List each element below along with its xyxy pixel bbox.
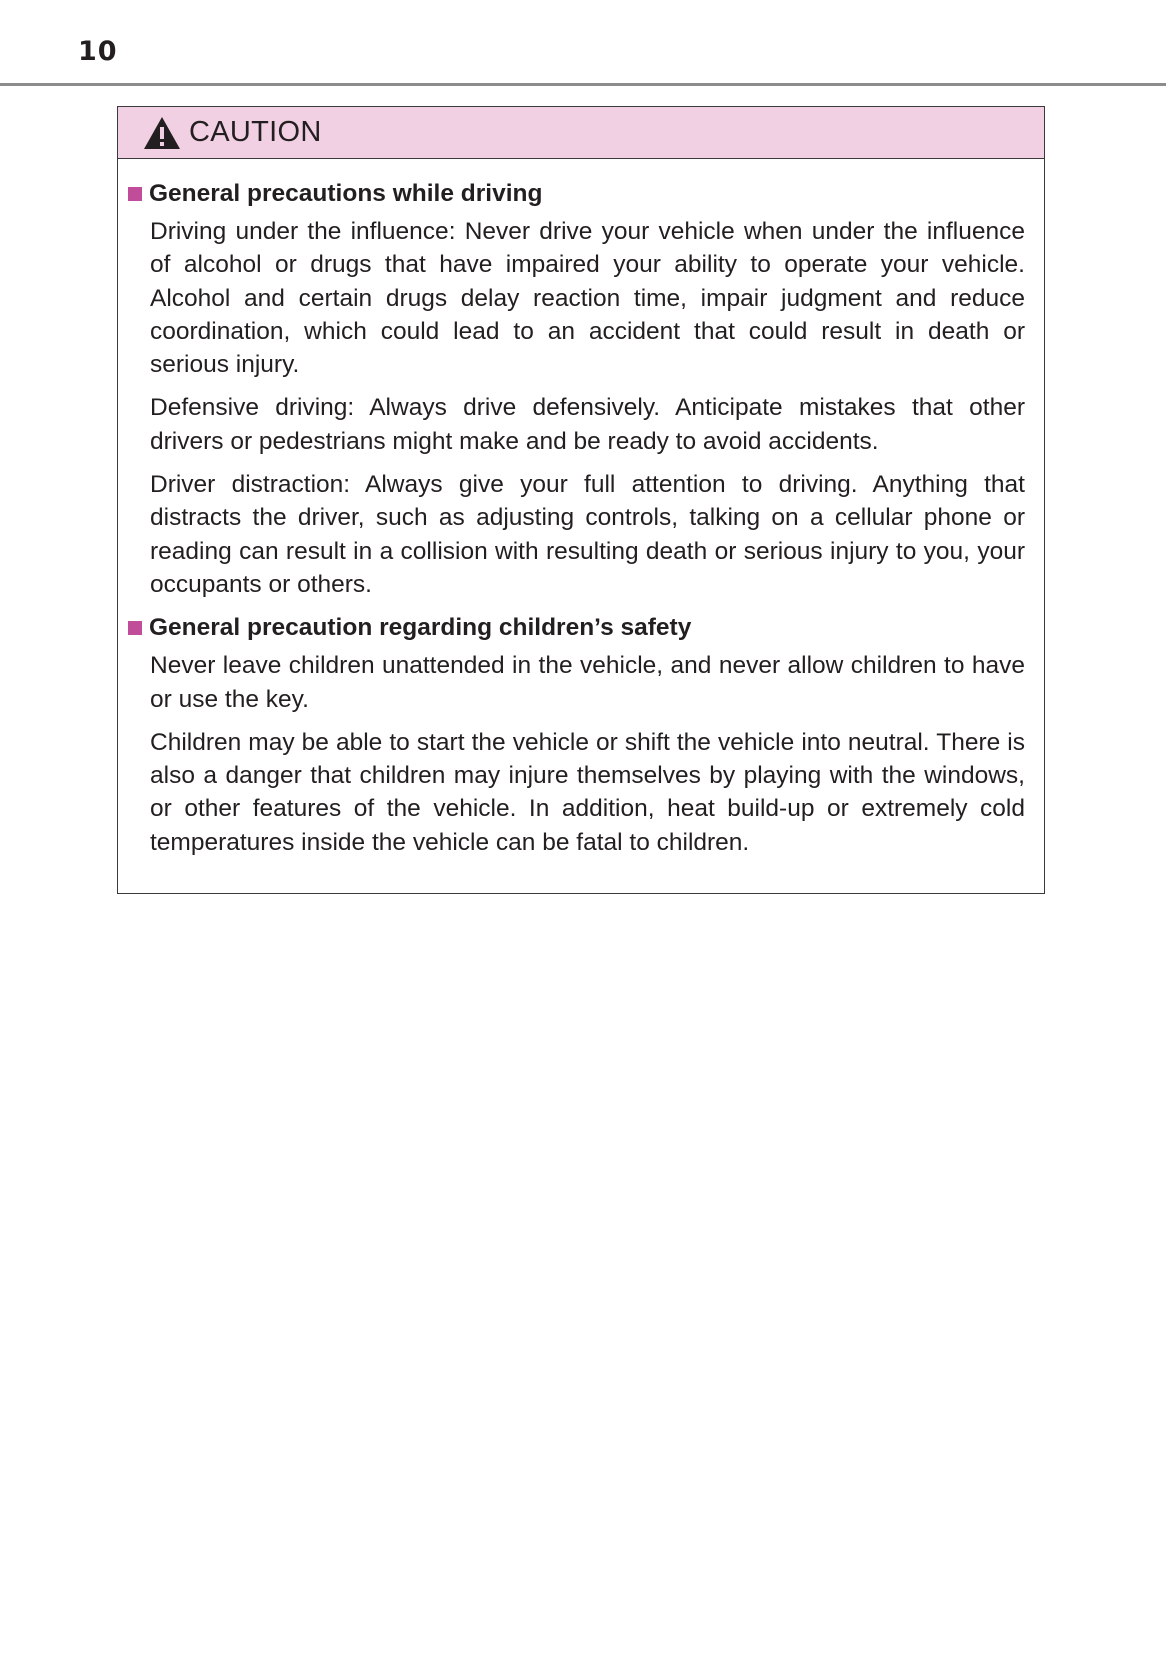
caution-box — [117, 106, 1045, 894]
caution-title: CAUTION — [189, 116, 322, 148]
section-heading-text: General precaution regarding children’s safety — [149, 614, 692, 642]
square-bullet-icon — [128, 621, 142, 635]
paragraph-never-leave-children: Never leave children unattended in the vehicle, and never allow children to have or use the key. — [150, 652, 1025, 713]
paragraph-children-dangers: Children may be able to start the vehicle or shift the vehicle into neutral. There is also a danger that children may injure themselves by playing with the windows, or other features of the vehicle. In addition, heat build-up or extremely cold temperatures inside the vehicle can be fatal to children. — [150, 728, 1025, 856]
caution-body — [118, 159, 1044, 859]
page-number: 10 — [78, 36, 118, 67]
paragraph-driving-under-influence: Driving under the influence: Never drive your vehicle when under the influence of alcohol or drugs that have impaired your ability to operate your vehicle. Alcohol and certain drugs delay reaction time, impair judgment and reduce coordination, which could lead to an accident that could result in death or serious injury. — [150, 218, 1025, 379]
header-rule — [0, 83, 1166, 86]
paragraph-driver-distraction: Driver distraction: Always give your full attention to driving. Anything that distracts the driver, such as adjusting controls, talking on a cellular phone or reading can result in a collision with resulting death or serious injury to you, your occupants or others. — [150, 471, 1025, 598]
square-bullet-icon — [128, 187, 142, 201]
section-heading-text: General precautions while driving — [149, 180, 543, 207]
section-driving — [128, 177, 1025, 601]
section-heading — [128, 611, 1025, 645]
section-children-safety — [128, 611, 1025, 859]
section-heading — [128, 177, 1025, 211]
caution-header — [118, 107, 1044, 159]
paragraph-defensive-driving: Defensive driving: Always drive defensively. Anticipate mistakes that other drivers or pedestrians might make and be ready to avoid accidents. — [150, 394, 1025, 455]
warning-triangle-icon — [143, 116, 181, 150]
